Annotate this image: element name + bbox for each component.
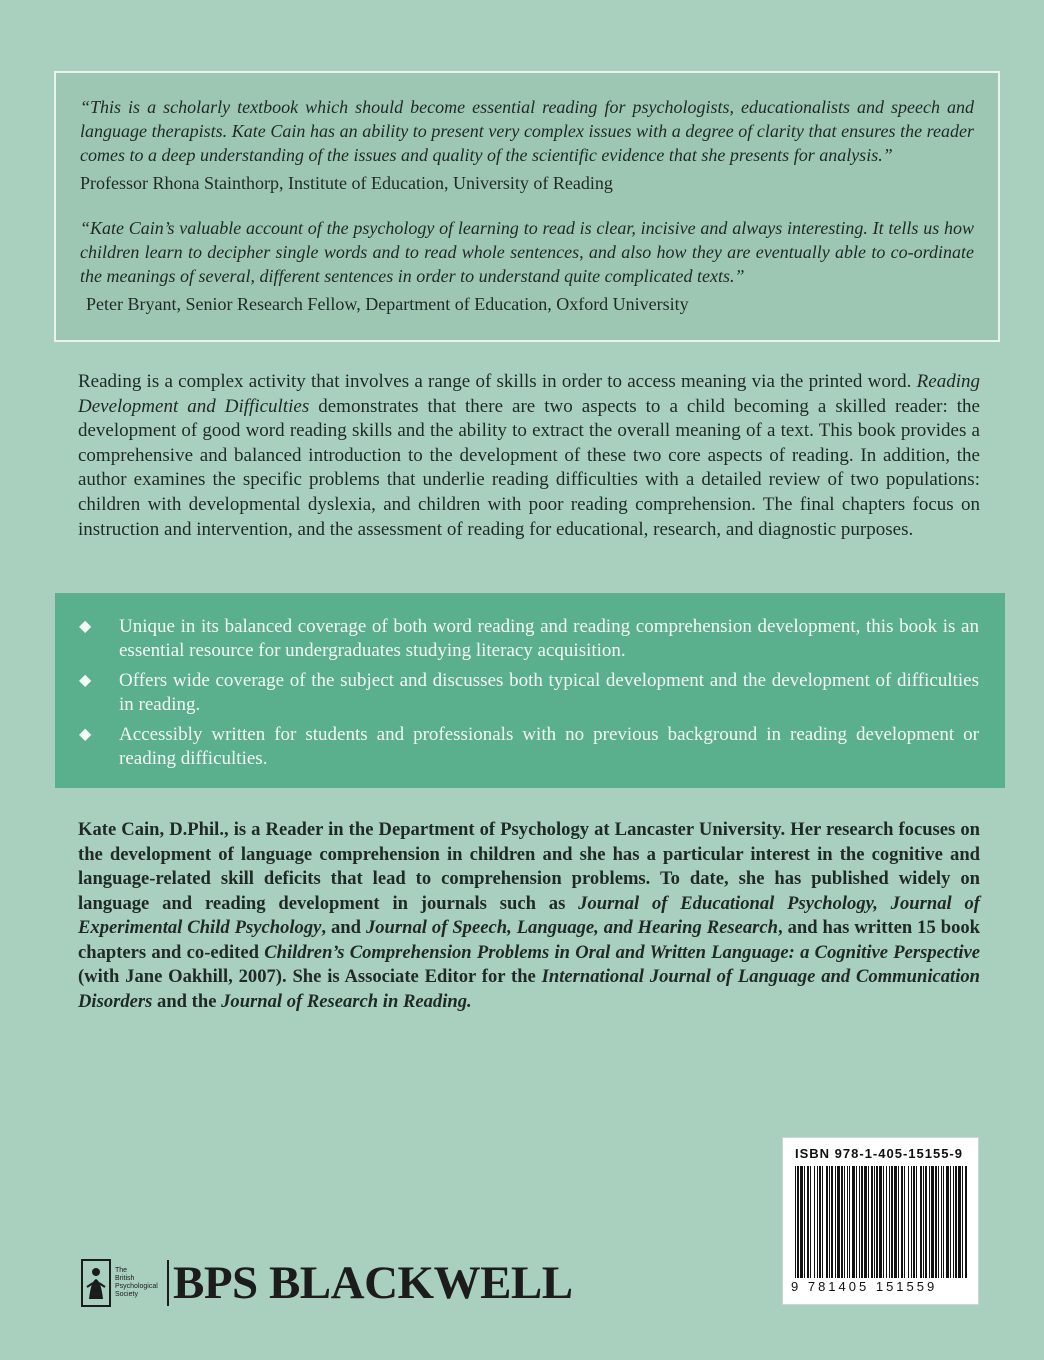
bio-text: , and [321,917,366,938]
barcode-bar [929,1166,930,1278]
barcode-bar [953,1166,954,1278]
features-box [55,593,1005,788]
barcode-bar [901,1166,903,1278]
barcode-bar [925,1166,927,1278]
barcode-bar [876,1166,878,1278]
book-description [78,370,980,542]
author-bio [78,818,980,1014]
isbn-barcode [782,1137,979,1305]
barcode-bar [891,1166,893,1278]
barcode-bar [950,1166,951,1278]
society-name: The British Psychological Society [115,1267,158,1298]
barcode-bar [804,1166,805,1278]
barcode-bar [861,1166,863,1278]
publisher-logo [81,1258,573,1308]
barcode-bar [943,1166,944,1278]
bio-text: (with Jane Oakhill, 2007). She is Associate Editor for the [78,966,542,987]
endorsement-box [54,71,1000,342]
book-title: Children’s Comprehension Problems in Oral and Written Language: a Cognitive Perspective [264,941,980,963]
barcode-bar [962,1166,963,1278]
feature-item [79,669,979,717]
barcode-bar [946,1166,949,1278]
barcode-bar [859,1166,860,1278]
barcode-bar [938,1166,939,1278]
feature-item [79,723,979,771]
barcode-bar [868,1166,869,1278]
barcode-bar [829,1166,830,1278]
journal-title: Journal of Speech, Language, and Hearing Research [365,917,778,938]
feature-item [79,615,979,663]
barcode-bar [864,1166,867,1278]
barcode-bar [916,1166,917,1278]
description-text-2: demonstrates that there are two aspects to a child becoming a skilled reader: the development of good word reading skills and the ability to extract the overall meaning of a text. This book provides a comprehensive and balanced introduction to the development of these two core aspects of reading. In addition, the author examines the specific problems that underlie reading difficulties with a detailed review of two populations: children with developmental dyslexia, and children with poor reading comprehension. The final chapters focus on instruction and intervention, and the assessment of reading for educational, research, and diagnostic purposes. [78,395,980,540]
barcode-bars [791,1166,971,1278]
isbn-label: ISBN 978-1-405-15155-9 [795,1146,963,1161]
barcode-bar [819,1166,821,1278]
endorsement-attribution-2: Peter Bryant, Senior Research Fellow, Department of Education, Oxford University [86,294,689,314]
barcode-bar [908,1166,909,1278]
barcode-bar [958,1166,961,1278]
diamond-bullet-icon: ◆ [79,726,92,743]
barcode-bar [911,1166,912,1278]
barcode-bar [913,1166,915,1278]
barcode-bar [856,1166,857,1278]
bps-emblem-icon [81,1259,111,1307]
diamond-bullet-icon: ◆ [79,618,92,635]
barcode-bar [955,1166,957,1278]
feature-text: Accessibly written for students and professionals with no previous background in reading development or reading difficulties. [119,724,979,769]
barcode-bar [847,1166,848,1278]
barcode-bar [871,1166,873,1278]
journal-title: Journal of Research in Reading. [221,990,472,1012]
endorsement-quote-1: “This is a scholarly textbook which should become essential reading for psychologists, educationalists and speech and language therapists. Kate Cain has an ability to present very complex issues with a degree of clarity that ensures the reader comes to a deep understanding of the issues and quality of the scientific evidence that she presents for analysis.” [80,97,974,165]
feature-text: Unique in its balanced coverage of both word reading and reading comprehension development, this book is an essential resource for undergraduates studying literacy acquisition. [119,616,979,661]
barcode-bar [837,1166,840,1278]
barcode-bar [883,1166,884,1278]
barcode-bar [849,1166,850,1278]
book-title: Reading Development and Difficulties [78,371,980,417]
description-text-1: Reading is a complex activity that involves a range of skills in order to access meaning via the printed word. [78,371,917,392]
barcode-bar [814,1166,815,1278]
barcode-bar [852,1166,855,1278]
barcode-bar [826,1166,828,1278]
barcode-bar [889,1166,890,1278]
barcode-bar [822,1166,823,1278]
barcode-bar [965,1166,967,1278]
barcode-bar [817,1166,818,1278]
endorsement-quote-2: “Kate Cain’s valuable account of the psychology of learning to read is clear, incisive and always interesting. It tells us how children learn to decipher single words and to read whole sentences, and also how they are eventually able to co-ordinate the meanings of several, different sentences in order to understand quite complicated texts.” [80,218,974,286]
journal-title: Journal of Educational Psychology, Journal of Experimental Child Psychology [78,892,980,938]
barcode-bar [844,1166,845,1278]
barcode-bar [894,1166,897,1278]
barcode-bar [810,1166,811,1278]
barcode-bar [886,1166,887,1278]
barcode-bar [904,1166,905,1278]
barcode-bar [841,1166,843,1278]
barcode-bar [874,1166,875,1278]
barcode-bar [935,1166,937,1278]
barcode-bar [923,1166,924,1278]
logo-divider [167,1260,169,1306]
publisher-name: BPS BLACKWELL [173,1257,573,1309]
barcode-bar [807,1166,809,1278]
barcode-bar [800,1166,803,1278]
barcode-bar [898,1166,899,1278]
barcode-bar [931,1166,934,1278]
barcode-bar [941,1166,942,1278]
bio-text: , and has written 15 book chapters and co-edited [78,917,980,963]
feature-text: Offers wide coverage of the subject and discusses both typical development and the development of difficulties in reading. [119,670,979,715]
journal-title: International Journal of Language and Communication Disorders [78,966,981,1012]
barcode-bar [835,1166,836,1278]
bio-text: and the [152,990,222,1012]
diamond-bullet-icon: ◆ [79,672,92,689]
barcode-bar [795,1166,796,1278]
barcode-bar [797,1166,799,1278]
bio-text: Kate Cain, D.Phil., is a Reader in the Department of Psychology at Lancaster University. Her research focuses on the development of language comprehension in children and she has a particular interest in the cognitive and language-related skill deficits that lead to comprehension problems. To date, she has published widely on language and reading development in journals such as [78,819,980,914]
barcode-bar [831,1166,833,1278]
endorsement-attribution-1: Professor Rhona Stainthorp, Institute of Education, University of Reading [80,173,613,193]
barcode-bar [920,1166,922,1278]
barcode-digits: 9 781405 151559 [791,1279,938,1294]
barcode-bar [879,1166,882,1278]
